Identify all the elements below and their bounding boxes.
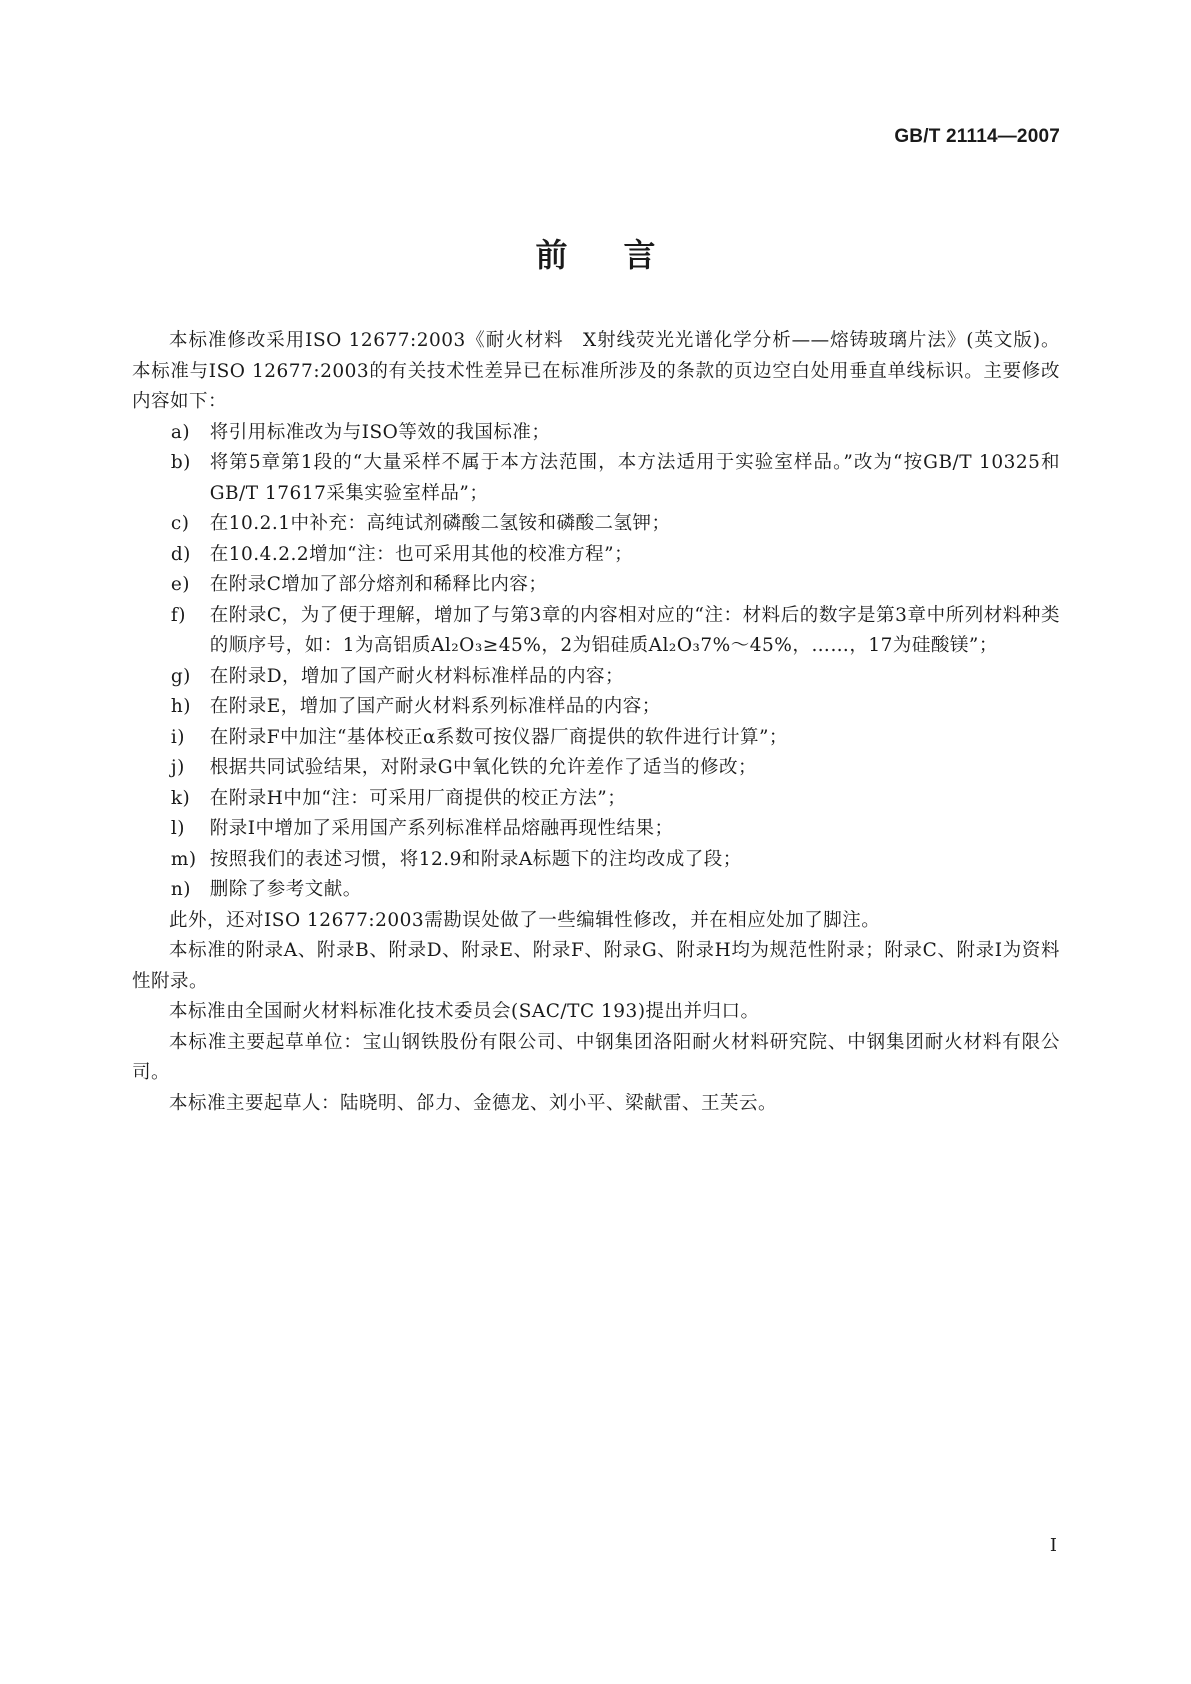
list-item-label: f) xyxy=(170,604,186,626)
list-item-label: c) xyxy=(170,513,190,534)
annex-paragraph: 本标准的附录A、附录B、附录D、附录E、附录F、附录G、附录H均为规范性附录；附录C、附录I为资料性附录。 xyxy=(132,940,1060,992)
list-item-label: j) xyxy=(170,757,185,778)
list-item-text: 在附录E，增加了国产耐火材料系列标准样品的内容； xyxy=(209,696,661,717)
list-item xyxy=(132,540,1060,571)
drafting-units-paragraph: 本标准主要起草单位：宝山钢铁股份有限公司、中钢集团洛阳耐火材料研究院、中钢集团耐火材料有限公司。 xyxy=(132,1031,1060,1083)
list-item-text: 根据共同试验结果，对附录G中氧化铁的允许差作了适当的修改； xyxy=(209,757,757,778)
list-item xyxy=(132,814,1060,845)
list-item-label: h) xyxy=(170,696,191,717)
page-number: I xyxy=(1049,1535,1057,1556)
list-item xyxy=(132,509,1060,540)
list-item-text: 按照我们的表述习惯，将12.9和附录A标题下的注均改成了段； xyxy=(209,848,742,870)
page-title: 前言 xyxy=(535,236,712,274)
list-item-label: g) xyxy=(170,665,191,687)
list-item xyxy=(132,418,1060,449)
list-item-text: 在附录F中加注“基体校正α系数可按仪器厂商提供的软件进行计算”； xyxy=(209,726,788,748)
list-item-label: d) xyxy=(170,543,191,565)
list-item-text: 在10.2.1中补充：高纯试剂磷酸二氢铵和磷酸二氢钾； xyxy=(209,513,671,534)
list-item xyxy=(132,875,1060,906)
list-item-label: a) xyxy=(170,421,191,443)
standard-number: GB/T 21114—2007 xyxy=(894,126,1060,147)
list-item-text: 将引用标准改为与ISO等效的我国标准； xyxy=(209,421,551,443)
list-item-label: k) xyxy=(170,787,191,809)
intro-paragraph: 本标准修改采用ISO 12677:2003《耐火材料 X射线荧光光谱化学分析——熔铸玻璃片法》(英文版)。本标准与ISO 12677:2003的有关技术性差异已在标准所涉及的条款的页边空白处用垂直单线标识。主要修改内容如下： xyxy=(132,330,1060,412)
list-item-text: 在附录D，增加了国产耐火材料标准样品的内容； xyxy=(209,665,625,687)
list-item-label: i) xyxy=(170,726,185,748)
list-item-label: l) xyxy=(170,818,185,839)
list-item-text: 在附录C，为了便于理解，增加了与第3章的内容相对应的“注：材料后的数字是第3章中所列材料种类的顺序号，如：1为高铝质Al₂O₃≥45%，2为铝硅质Al₂O₃7%～45%，……，17为硅酸镁”； xyxy=(209,604,1060,656)
list-item-text: 附录I中增加了采用国产系列标准样品熔融再现性结果； xyxy=(209,818,674,839)
foreword-body xyxy=(132,326,1060,1119)
errata-paragraph: 此外，还对ISO 12677:2003需勘误处做了一些编辑性修改，并在相应处加了脚注。 xyxy=(169,909,881,931)
list-item-label: m) xyxy=(170,848,197,870)
list-item xyxy=(132,784,1060,815)
list-item xyxy=(132,723,1060,754)
list-item-text: 在附录C增加了部分熔剂和稀释比内容； xyxy=(209,574,548,595)
list-item-text: 在附录H中加“注：可采用厂商提供的校正方法”； xyxy=(209,787,627,809)
list-item xyxy=(132,662,1060,693)
list-item-label: b) xyxy=(170,452,191,473)
list-item xyxy=(132,692,1060,723)
list-item xyxy=(132,448,1060,509)
committee-paragraph: 本标准由全国耐火材料标准化技术委员会(SAC/TC 193)提出并归口。 xyxy=(169,1001,760,1022)
drafters-paragraph: 本标准主要起草人：陆晓明、郃力、金德龙、刘小平、梁献雷、王芙云。 xyxy=(169,1092,778,1114)
list-item-text: 在10.4.2.2增加“注：也可采用其他的校准方程”； xyxy=(209,543,634,565)
list-item xyxy=(132,753,1060,784)
list-item xyxy=(132,570,1060,601)
list-item xyxy=(132,845,1060,876)
list-item-label: e) xyxy=(170,574,191,595)
list-item-text: 删除了参考文献。 xyxy=(209,879,362,900)
modification-list xyxy=(132,418,1060,906)
list-item-label: n) xyxy=(170,879,191,900)
list-item-text: 将第5章第1段的“大量采样不属于本方法范围，本方法适用于实验室样品。”改为“按GB/T 10325和GB/T 17617采集实验室样品”； xyxy=(209,452,1060,504)
list-item xyxy=(132,601,1060,662)
